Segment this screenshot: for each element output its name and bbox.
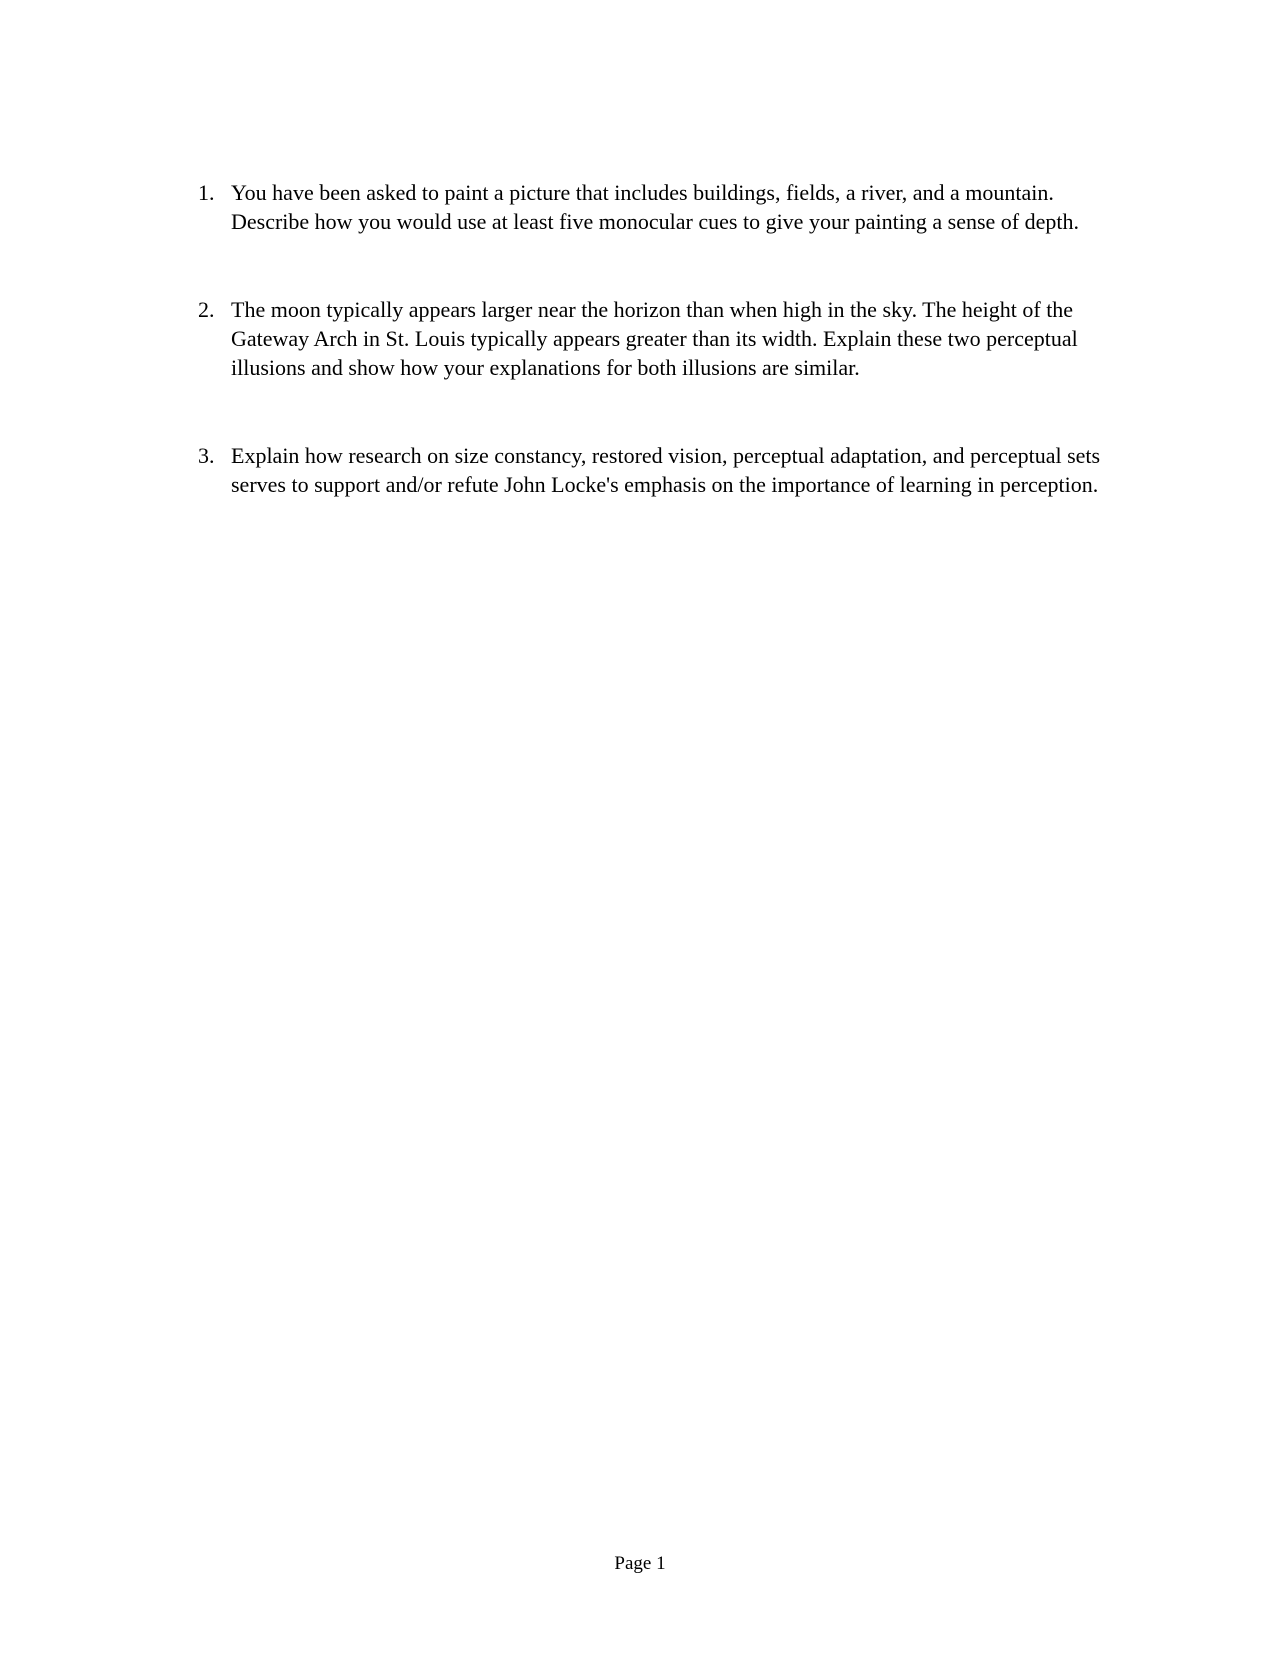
question-text: The moon typically appears larger near the horizon than when high in the sky. The height of the Gateway Arch in St. Louis typically appears greater than its width. Explain these two perceptual illusions and show how your explanations for both illusions are similar.	[231, 297, 1078, 380]
question-item	[0, 441, 1280, 499]
question-number: 2.	[198, 297, 215, 322]
question-item	[0, 178, 1280, 236]
question-item	[0, 295, 1280, 382]
question-number: 1.	[198, 180, 215, 205]
question-text: You have been asked to paint a picture that includes buildings, fields, a river, and a mountain. Describe how you would use at least five monocular cues to give your painting a sense of depth.	[231, 180, 1079, 234]
page-number: Page 1	[614, 1553, 666, 1574]
question-number: 3.	[198, 443, 215, 468]
page-footer	[0, 1552, 1280, 1576]
question-list	[0, 178, 1280, 499]
question-text: Explain how research on size constancy, restored vision, perceptual adaptation, and perceptual sets serves to support and/or refute John Locke's emphasis on the importance of learning in perception.	[231, 443, 1101, 497]
